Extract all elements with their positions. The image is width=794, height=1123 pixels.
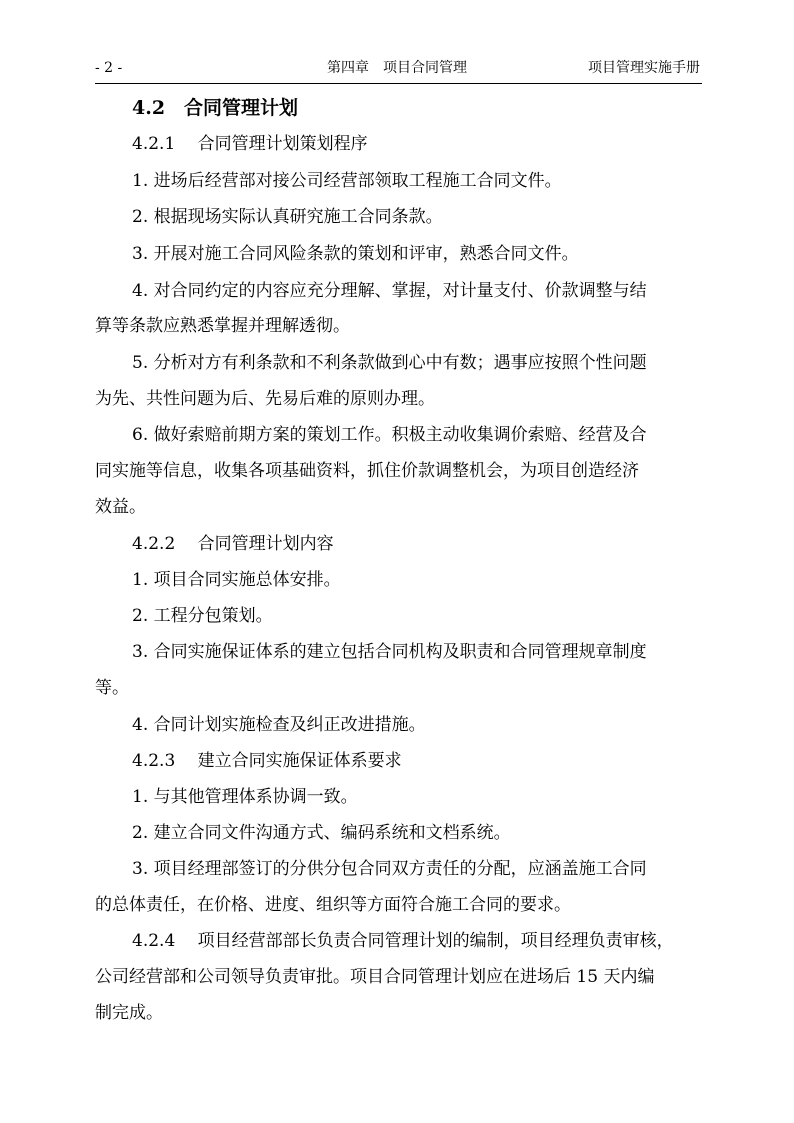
paragraph-line: 的总体责任，在价格、进度、组织等方面符合施工合同的要求。 xyxy=(95,895,571,915)
paragraph-line: 等。 xyxy=(95,678,129,698)
paragraph-line: 效益。 xyxy=(95,497,146,517)
paragraph-line: 4. 对合同约定的内容应充分理解、掌握，对计量支付、价款调整与结 xyxy=(132,281,647,301)
paragraph-line: 2. 工程分包策划。 xyxy=(132,606,273,626)
page-header xyxy=(95,58,702,78)
paragraph-line: 为先、共性问题为后、先易后难的原则办理。 xyxy=(95,389,435,409)
paragraph-line: 3. 开展对施工合同风险条款的策划和评审，熟悉合同文件。 xyxy=(132,244,579,264)
paragraph-line: 3. 合同实施保证体系的建立包括合同机构及职责和合同管理规章制度 xyxy=(132,642,647,662)
paragraph-line: 6. 做好索赔前期方案的策划工作。积极主动收集调价索赔、经营及合 xyxy=(132,425,647,445)
paragraph-line: 1. 与其他管理体系协调一致。 xyxy=(132,787,358,807)
section-heading: 4.2 合同管理计划 xyxy=(132,97,299,119)
paragraph-line: 4. 合同计划实施检查及纠正改进措施。 xyxy=(132,715,426,735)
paragraph-line: 公司经营部和公司领导负责审批。项目合同管理计划应在进场后 15 天内编 xyxy=(95,967,655,987)
chapter-title: 第四章 项目合同管理 xyxy=(327,60,467,76)
paragraph-line: 3. 项目经理部签订的分供分包合同双方责任的分配，应涵盖施工合同 xyxy=(132,859,647,879)
subsection-heading-4-2-1: 4.2.1 合同管理计划策划程序 xyxy=(132,134,368,154)
paragraph-line: 5. 分析对方有利条款和不利条款做到心中有数；遇事应按照个性问题 xyxy=(132,353,647,373)
paragraph-line: 2. 建立合同文件沟通方式、编码系统和文档系统。 xyxy=(132,823,511,843)
manual-title: 项目管理实施手册 xyxy=(588,60,700,76)
subsection-paragraph-4-2-4: 4.2.4 项目经营部部长负责合同管理计划的编制，项目经理负责审核， xyxy=(132,931,674,951)
paragraph-line: 同实施等信息，收集各项基础资料，抓住价款调整机会，为项目创造经济 xyxy=(95,461,639,481)
paragraph-line: 2. 根据现场实际认真研究施工合同条款。 xyxy=(132,207,443,227)
paragraph-line: 1. 项目合同实施总体安排。 xyxy=(132,570,341,590)
header-divider xyxy=(95,83,702,84)
subsection-heading-4-2-3: 4.2.3 建立合同实施保证体系要求 xyxy=(132,751,402,771)
paragraph-line: 1. 进场后经营部对接公司经营部领取工程施工合同文件。 xyxy=(132,171,562,191)
page-number: - 2 - xyxy=(95,60,123,76)
paragraph-line: 算等条款应熟悉掌握并理解透彻。 xyxy=(95,316,350,336)
paragraph-line: 制完成。 xyxy=(95,1003,163,1023)
subsection-heading-4-2-2: 4.2.2 合同管理计划内容 xyxy=(132,534,334,554)
